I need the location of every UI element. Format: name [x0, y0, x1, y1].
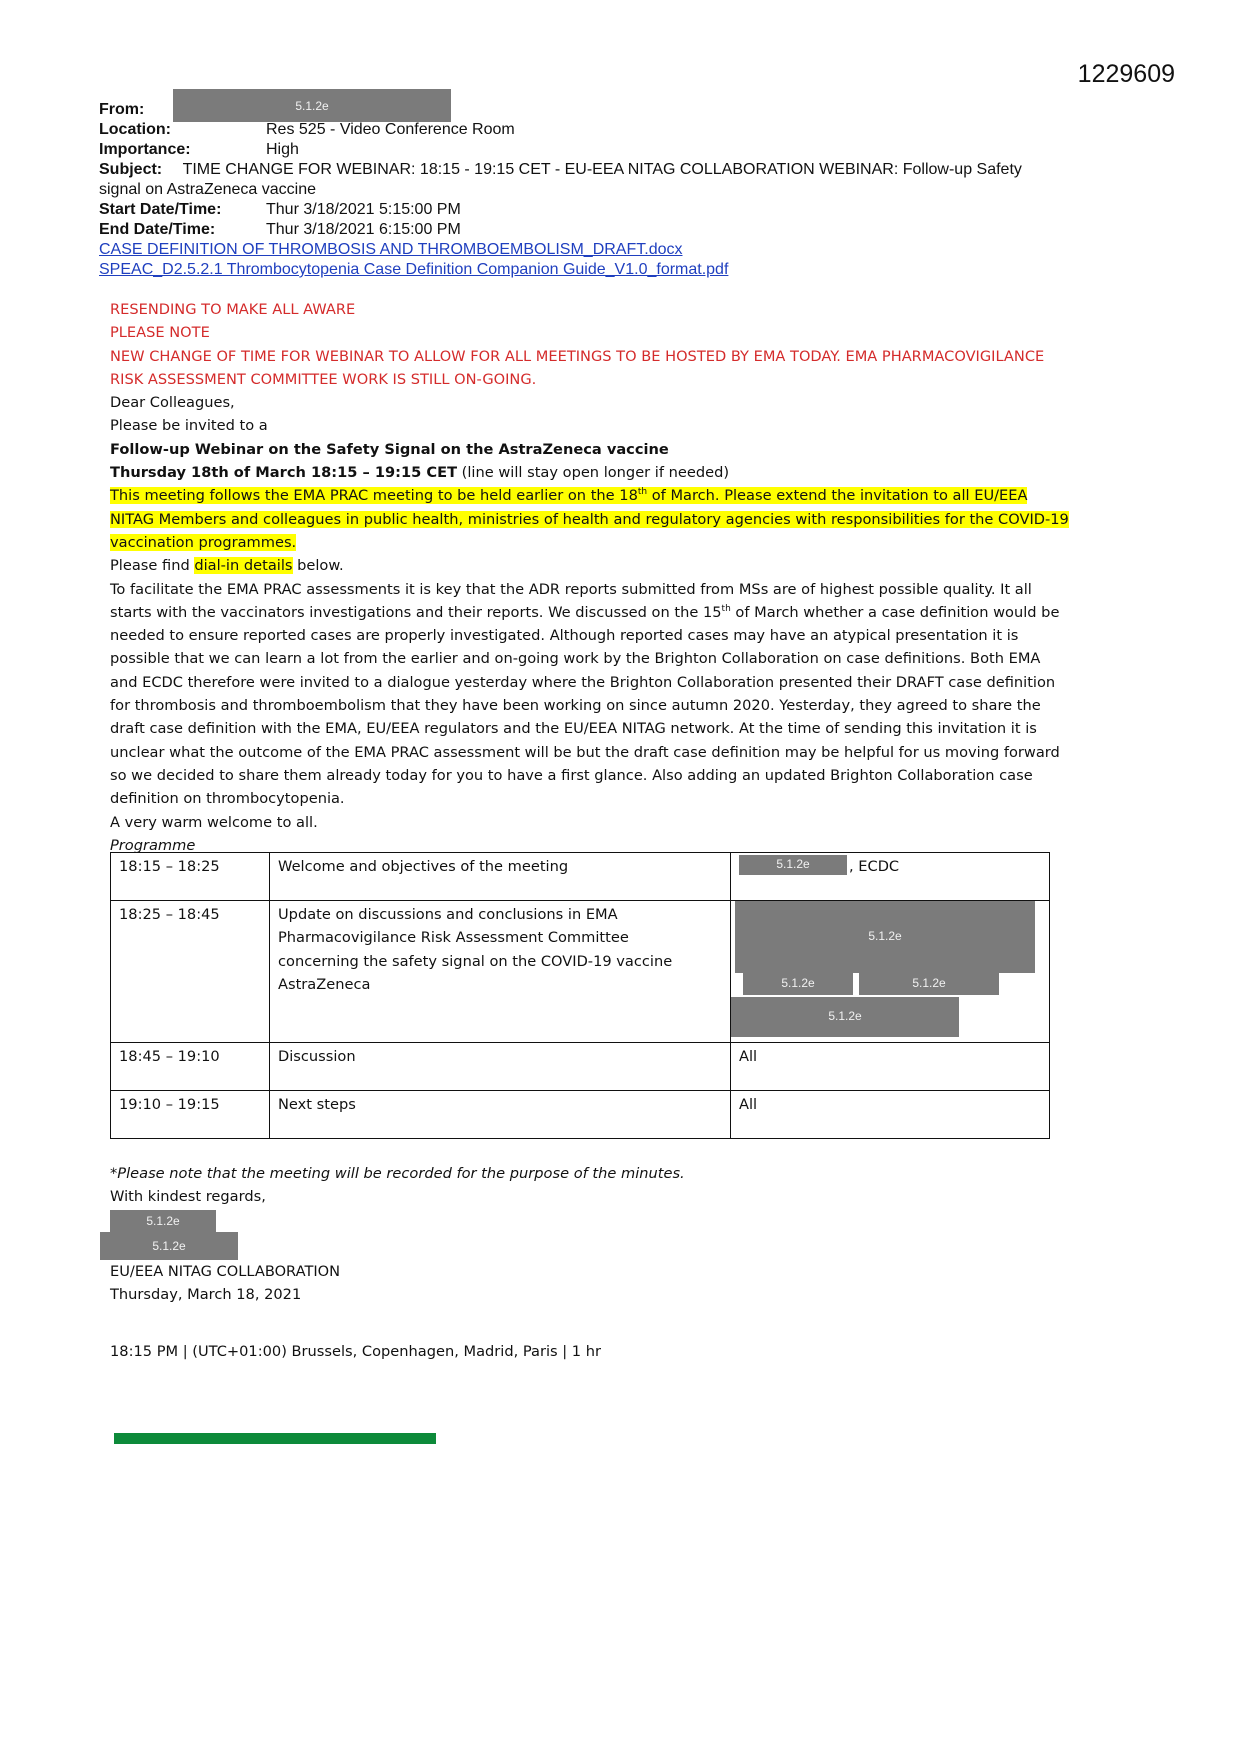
date-line [110, 461, 1140, 484]
subject-line2: signal on AstraZeneca vaccine [99, 181, 317, 198]
importance-value: High [266, 141, 299, 158]
location-row [99, 120, 171, 140]
redaction-speaker-4: 5.1.2e [859, 973, 999, 995]
item-cell: Welcome and objectives of the meeting [270, 853, 731, 901]
recorded-note: *Please note that the meeting will be recorded for the purpose of the minutes. [110, 1165, 685, 1182]
item-cell: Next steps [270, 1091, 731, 1139]
attachment-link-1[interactable]: CASE DEFINITION OF THROMBOSIS AND THROMBOEMBOLISM_DRAFT.docx [99, 241, 683, 258]
importance-row [99, 140, 191, 160]
para-line-4: possible that we can learn a lot from the earlier and on-going work by the Brighton Collaboration on case definitions. Both EMA [110, 650, 1041, 668]
table-row [111, 901, 1050, 1043]
document-number: 1229609 [1077, 60, 1175, 88]
webinar-title: Follow-up Webinar on the Safety Signal on the AstraZeneca vaccine [110, 440, 669, 458]
location-value: Res 525 - Video Conference Room [266, 121, 515, 138]
start-value: Thur 3/18/2021 5:15:00 PM [266, 201, 461, 218]
notice-line-3: NEW CHANGE OF TIME FOR WEBINAR TO ALLOW FOR ALL MEETINGS TO BE HOSTED BY EMA TODAY. EMA PHARMACOVIGILANCE [110, 347, 1045, 365]
greeting: Dear Colleagues, [110, 394, 235, 412]
date-note: (line will stay open longer if needed) [457, 464, 730, 482]
from-label: From: [99, 101, 145, 118]
footer-block [110, 1162, 1140, 1209]
start-label: Start Date/Time: [99, 201, 222, 218]
email-body [110, 298, 1140, 857]
org-name: EU/EEA NITAG COLLABORATION [110, 1263, 341, 1280]
time-cell: 19:10 – 19:15 [111, 1091, 270, 1139]
end-value: Thur 3/18/2021 6:15:00 PM [266, 221, 461, 238]
time-cell: 18:45 – 19:10 [111, 1043, 270, 1091]
find-details-line [110, 554, 1140, 577]
redaction-signature-1: 5.1.2e [110, 1210, 216, 1232]
redaction-signature-2: 5.1.2e [100, 1232, 238, 1260]
time-cell: 18:25 – 18:45 [111, 901, 270, 1043]
start-row [99, 200, 221, 220]
signature-block [110, 1260, 1140, 1307]
item-line: AstraZeneca [278, 975, 371, 993]
highlight-2: NITAG Members and colleagues in public health, ministries of health and regulatory agencies with responsibilities for the COVID-19 [110, 510, 1069, 528]
item-line: Update on discussions and conclusions in EMA [278, 906, 618, 923]
speaker-suffix: , ECDC [849, 858, 900, 875]
find-a: Please find [110, 557, 195, 575]
item-line: Pharmacovigilance Risk Assessment Committee [278, 929, 629, 947]
end-row [99, 220, 215, 240]
table-row [111, 1043, 1050, 1091]
who-cell: All [731, 1091, 1050, 1139]
highlight-1b: of March. Please extend the invitation to all EU/EEA [647, 487, 1028, 505]
green-divider [114, 1433, 436, 1444]
para-line-8: unclear what the outcome of the EMA PRAC assessment will be but the draft case definition may be helpful for us moving forward [110, 743, 1060, 761]
item-cell [270, 901, 731, 1043]
highlight-1a: This meeting follows the EMA PRAC meeting to be held earlier on the 18 [110, 487, 638, 505]
date-bold: Thursday 18th of March 18:15 – 19:15 CET [110, 464, 458, 482]
programme-table [110, 852, 1050, 1139]
redaction-speaker-3: 5.1.2e [743, 973, 853, 995]
para-2b: of March whether a case definition would be [730, 603, 1060, 621]
notice-line-1: RESENDING TO MAKE ALL AWARE [110, 301, 356, 318]
meeting-time-line: 18:15 PM | (UTC+01:00) Brussels, Copenhagen, Madrid, Paris | 1 hr [110, 1343, 601, 1360]
para-line-3: needed to ensure reported cases are properly investigated. Although reported cases may have an atypical presentation it is [110, 627, 1019, 645]
dial-in-details: dial-in details [194, 557, 293, 575]
table-row [111, 1091, 1050, 1139]
redaction-speaker-5: 5.1.2e [731, 997, 959, 1037]
who-cell: All [731, 1043, 1050, 1091]
para-line-6: for thrombosis and thromboembolism that they have been working on since autumn 2020. Yesterday, they agreed to share the [110, 697, 1041, 715]
redaction-speaker-2: 5.1.2e [735, 901, 1035, 973]
regards: With kindest regards, [110, 1188, 266, 1206]
para-2-sup: th [721, 604, 731, 614]
footer-date: Thursday, March 18, 2021 [110, 1286, 302, 1304]
importance-label: Importance: [99, 141, 191, 158]
para-line-9: so we decided to share them already today for you to have a first glance. Also adding an updated Brighton Collaboration case [110, 766, 1033, 784]
who-cell [731, 901, 1050, 1043]
item-line: concerning the safety signal on the COVID-19 vaccine [278, 952, 673, 970]
para-line-7: draft case definition with the EMA, EU/EEA regulators and the EU/EEA NITAG network. At the time of sending this invitation it is [110, 720, 1037, 738]
highlight-line-1 [110, 484, 1140, 507]
highlight-line-3 [110, 531, 1140, 554]
who-cell [731, 853, 1050, 901]
para-line-1: To facilitate the EMA PRAC assessments it is key that the ADR reports submitted from MSs are of highest possible quality. It all [110, 580, 1032, 598]
find-b: below. [292, 557, 344, 575]
time-cell: 18:15 – 18:25 [111, 853, 270, 901]
para-2a: starts with the vaccinators investigations and their reports. We discussed on the 15 [110, 603, 722, 621]
item-cell: Discussion [270, 1043, 731, 1091]
highlight-1-sup: th [637, 487, 648, 498]
end-label: End Date/Time: [99, 221, 216, 238]
notice-line-4: RISK ASSESSMENT COMMITTEE WORK IS STILL ON-GOING. [110, 370, 537, 388]
para-line-10: definition on thrombocytopenia. [110, 790, 345, 808]
location-label: Location: [99, 121, 171, 138]
highlight-3: vaccination programmes. [110, 533, 297, 551]
subject-label: Subject: [99, 161, 163, 178]
welcome-line: A very warm welcome to all. [110, 813, 318, 831]
para-line-2 [110, 601, 1140, 624]
table-row [111, 853, 1050, 901]
para-line-5: and ECDC therefore were invited to a dialogue yesterday where the Brighton Collaboration presented their DRAFT case definition [110, 673, 1056, 691]
redaction-from: 5.1.2e [173, 89, 451, 122]
highlight-line-2 [110, 508, 1140, 531]
subject-row [99, 160, 1022, 180]
subject-line1: TIME CHANGE FOR WEBINAR: 18:15 - 19:15 CET - EU-EEA NITAG COLLABORATION WEBINAR: Follow-up Safety [182, 161, 1022, 178]
from-row [99, 100, 144, 120]
invite-line: Please be invited to a [110, 417, 268, 435]
notice-line-2: PLEASE NOTE [110, 324, 210, 342]
programme-label: Programme [110, 836, 196, 854]
attachment-link-2[interactable]: SPEAC_D2.5.2.1 Thrombocytopenia Case Definition Companion Guide_V1.0_format.pdf [99, 261, 729, 278]
redaction-speaker-1: 5.1.2e [739, 855, 847, 875]
